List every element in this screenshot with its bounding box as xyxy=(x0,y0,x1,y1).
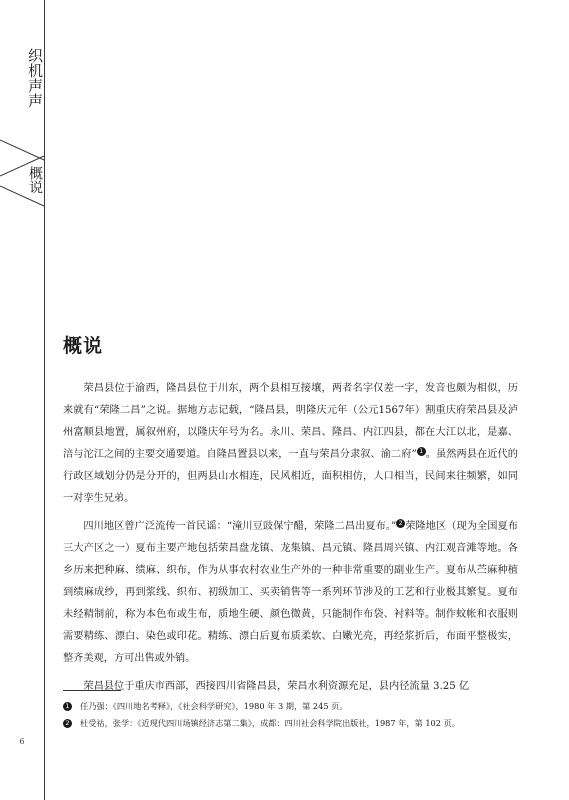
paragraph xyxy=(63,516,518,670)
page-heading: 概说 xyxy=(63,335,104,357)
paragraph-text: 荣昌县位于渝西，隆昌县位于川东，两个县相互接壤，两者名字仅差一字，发音也颇为相似，历来就有“荣隆二昌”之说。据地方志记载，“隆昌县，明隆庆元年（公元1567年）割重庆府荣昌县及泸州富顺县地置，属叙州府，以隆庆年号为名。永川、荣昌、隆昌、内江四县，都在大江以北，是嘉、涪与沱江之间的主要交通要道。自隆昌置县以来，一直与荣昌分隶叙、渝二府” xyxy=(63,383,518,460)
footnotes xyxy=(63,698,518,732)
book-title: 织机声声 xyxy=(26,48,44,108)
paragraph-text: 四川地区曾广泛流传一首民谣：“潼川豆豉保宁醋，荣隆二昌出夏布。” xyxy=(83,521,397,532)
divider-line-low xyxy=(0,186,44,206)
footnote-rule xyxy=(63,690,121,691)
paragraph-text: 荣隆地区（现为全国夏布三大产区之一）夏布主要产地包括荣昌盘龙镇、龙集镇、昌元镇、隆昌周兴镇、内江观音滩等地。各乡历来把种麻、绩麻、织布，作为从事农村农业生产外的一种非常重要的副业生产。夏布从苎麻种植到绩麻成纱，再到浆线、织布、初级加工、买卖销售等一系列环节涉及的工艺和行业极其繁复。夏布未经精制前，称为本色布或生布，质地生硬、颜色微黄，只能制作布袋、衬料等。制作蚊帐和衣服则需要精练、漂白、染色或印花。精练、漂白后夏布质柔软、白嫩光亮，再经浆折后，布面平整极实，整齐美观，方可出售或外销。 xyxy=(63,521,518,664)
footnote-item xyxy=(63,698,518,715)
paragraph xyxy=(63,378,518,510)
footnote-text: 任乃强：《四川地名考释》，《社会科学研究》，1980 年 3 期，第 245 页。 xyxy=(80,701,348,711)
paragraph-text: 。虽然两县在近代的行政区域划分仍是分开的，但两县山水相连，民风相近，面积相仿，人口相当，民间来往频繁，如同一对孪生兄弟。 xyxy=(63,449,518,504)
paragraph-text: 荣昌县位于重庆市西部，西接四川省隆昌县，荣昌水利资源充足，县内径流量 3.25 亿 xyxy=(83,681,470,692)
body-text xyxy=(63,378,518,704)
divider-line-top xyxy=(0,140,44,160)
paragraph xyxy=(63,676,518,698)
footnote-marker: 2 xyxy=(63,719,72,728)
footnote-ref-2[interactable]: 2 xyxy=(396,519,405,528)
page-number: 6 xyxy=(19,737,25,746)
footnote-item xyxy=(63,715,518,732)
divider-line-mid xyxy=(0,156,44,176)
footnote-text: 杜受祜，张学：《近现代四川场镇经济志第二集》，成都：四川社会科学院出版社，1987 年，第 102 页。 xyxy=(80,718,460,728)
section-label: 概说 xyxy=(27,166,43,194)
footnote-marker: 1 xyxy=(63,702,72,711)
footnote-ref-1[interactable]: 1 xyxy=(417,447,426,456)
